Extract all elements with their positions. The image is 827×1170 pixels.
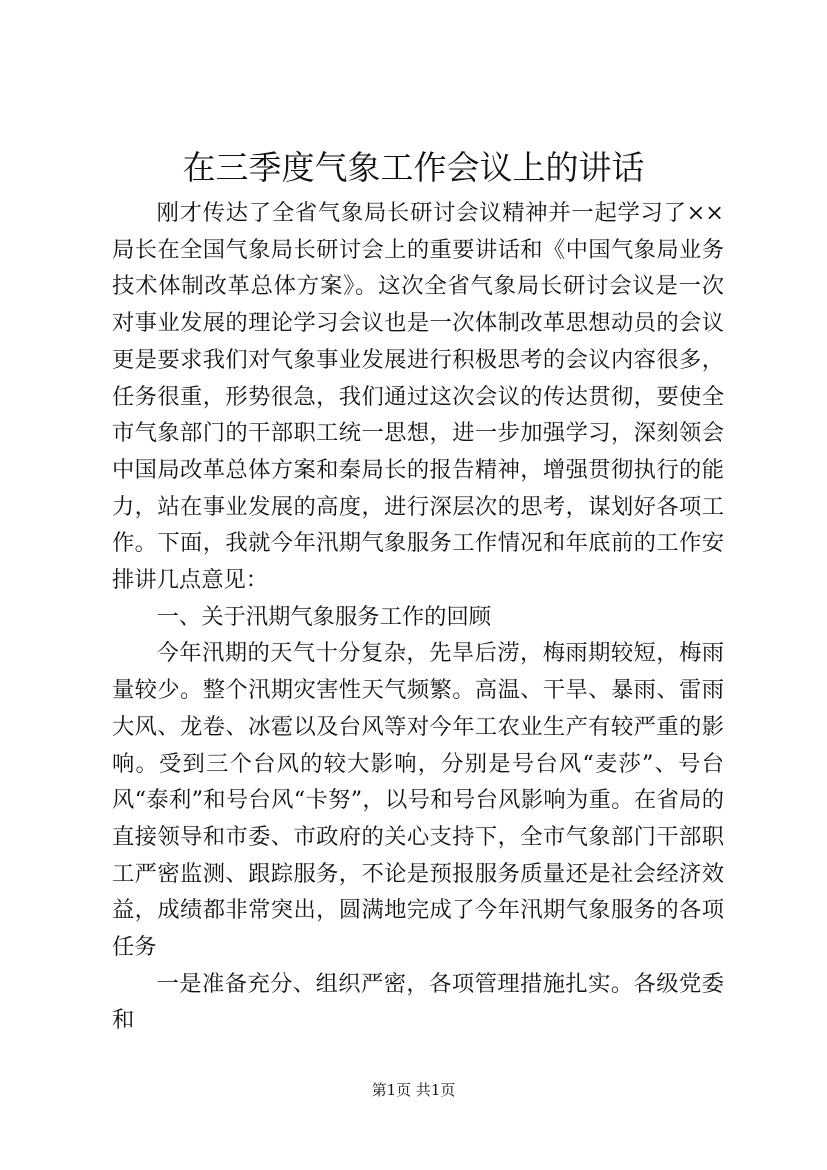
paragraph-flood-season-review: 今年汛期的天气十分复杂，先旱后涝，梅雨期较短，梅雨量较少。整个汛期灾害性天气频繁。高温、干旱、暴雨、雷雨大风、龙卷、冰雹以及台风等对今年工农业生产有较严重的影响。受到三个台风的较大影响，分别是号台风“麦莎”、号台风“泰利”和号台风“卡努”，以号和号台风影响为重。在省局的直接领导和市委、市政府的关心支持下，全市气象部门干部职工严密监测、跟踪服务，不论是预报服务质量还是社会经济效益，成绩都非常突出，圆满地完成了今年汛期气象服务的各项任务 <box>112 640 724 961</box>
document-title: 在三季度气象工作会议上的讲话 <box>182 148 645 187</box>
document-body <box>112 195 724 1039</box>
paragraph-point-one: 一是准备充分、组织严密，各项管理措施扎实。各级党委和 <box>112 970 724 1034</box>
page-footer: 第1页 共1页 <box>371 1081 456 1099</box>
section-heading: 一、关于汛期气象服务工作的回顾 <box>156 603 492 630</box>
paragraph-intro: 刚才传达了全省气象局长研讨会议精神并一起学习了××局长在全国气象局长研讨会上的重要讲话和《中国气象局业务技术体制改革总体方案》。这次全省气象局长研讨会议是一次对事业发展的理论学习会议也是一次体制改革思想动员的会议更是要求我们对气象事业发展进行积极思考的会议内容很多，任务很重，形势很急，我们通过这次会议的传达贯彻，要使全市气象部门的干部职工统一思想，进一步加强学习，深刻领会中国局改革总体方案和秦局长的报告精神，增强贯彻执行的能力，站在事业发展的高度，进行深层次的思考，谋划好各项工作。下面，我就今年汛期气象服务工作情况和年底前的工作安排讲几点意见： <box>112 200 724 594</box>
